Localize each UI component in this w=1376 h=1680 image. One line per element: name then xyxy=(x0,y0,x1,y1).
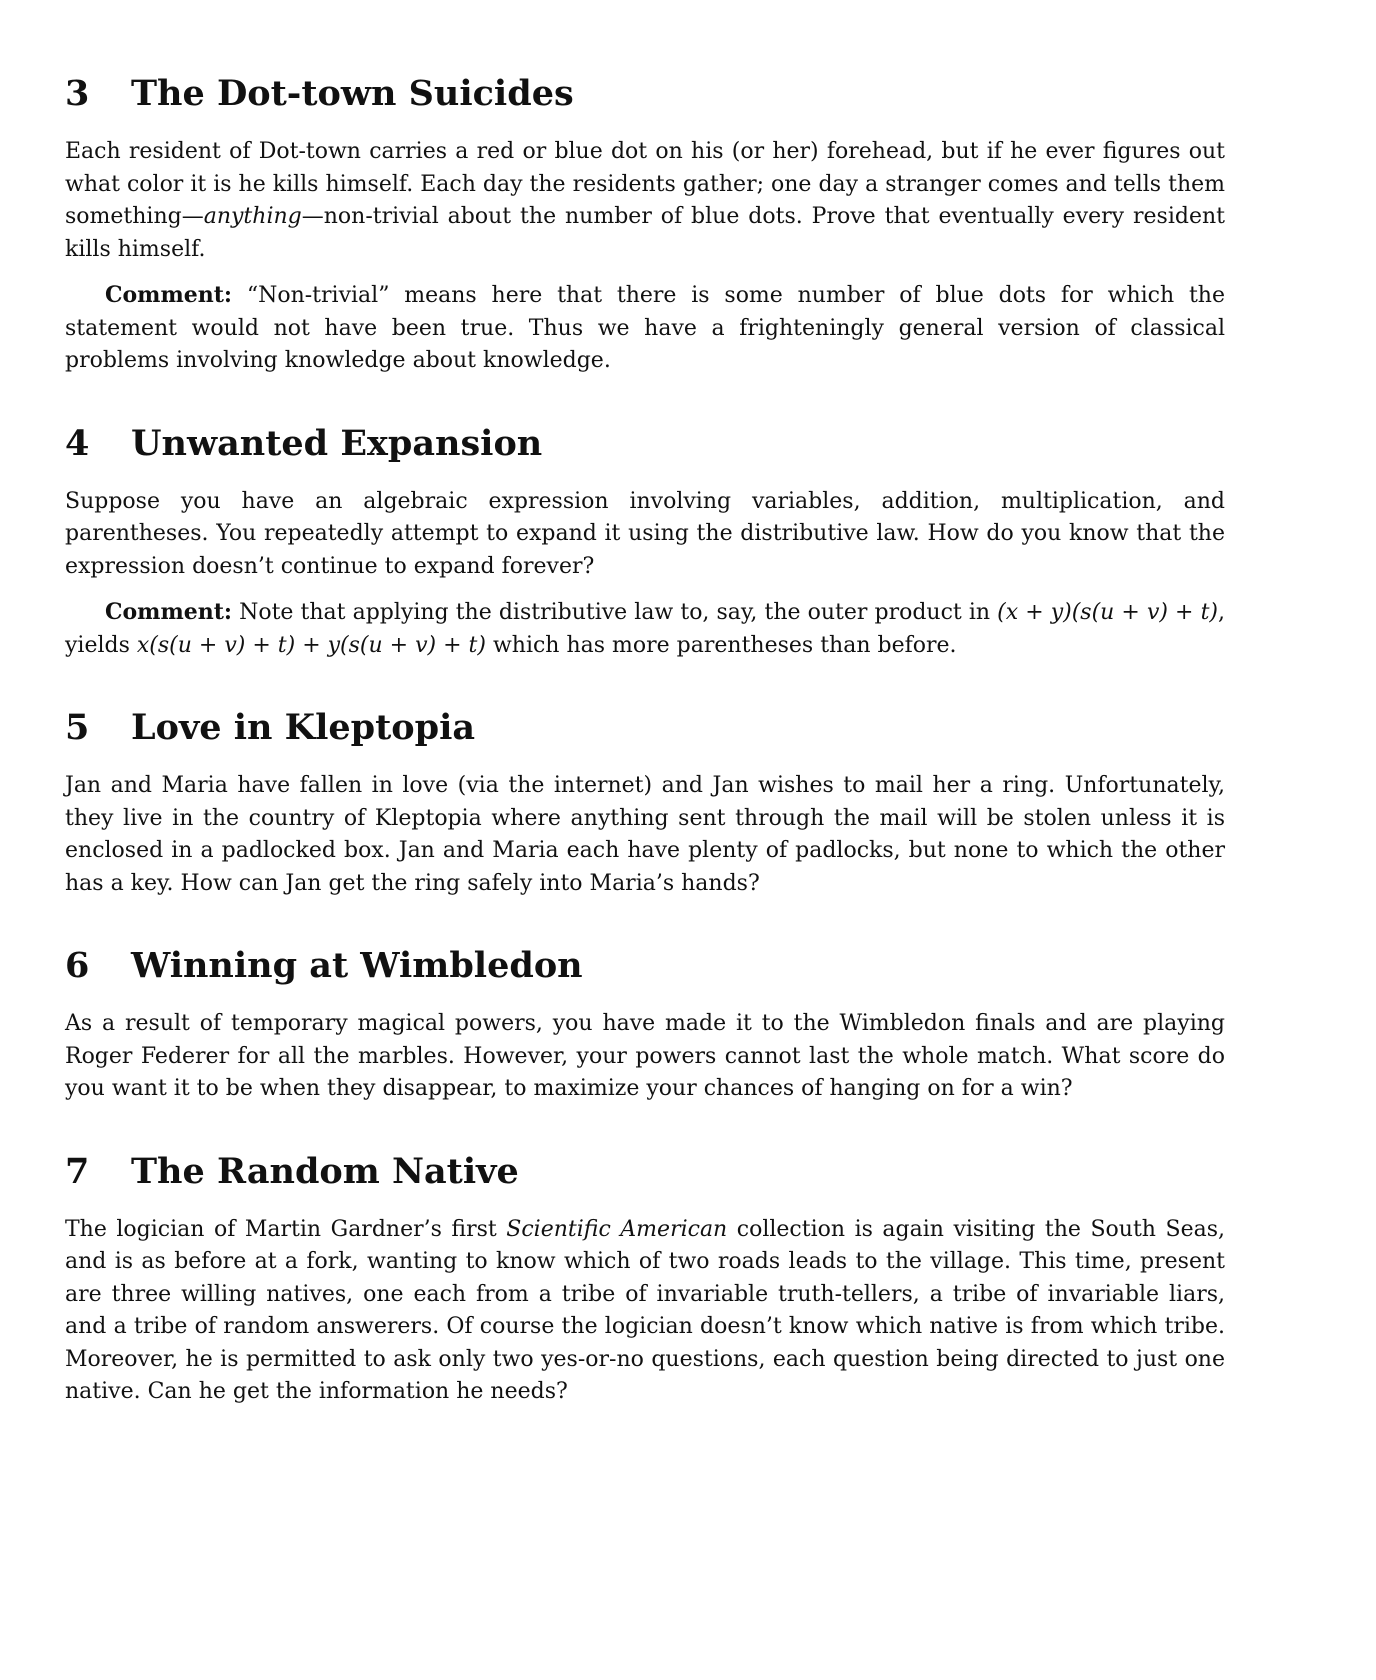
section-heading xyxy=(65,70,1225,118)
section-heading xyxy=(65,420,1225,468)
section-number: 3 xyxy=(65,73,90,114)
emphasis: anything xyxy=(203,204,302,229)
emphasis: Scientific American xyxy=(506,1216,728,1242)
section-number: 6 xyxy=(65,945,90,986)
section-number: 5 xyxy=(65,707,90,748)
comment-label: Comment: xyxy=(105,599,233,625)
section-heading xyxy=(65,1148,1225,1196)
problem-statement: As a result of temporary magical powers, you have made it to the Wimbledon finals and are playing Roger Federer for all the marbles. However, your powers cannot last the whole match. What score do you want it to be when they disappear, to maximize your chances of hanging on for a win? xyxy=(65,1011,1225,1101)
problem-statement: Jan and Maria have fallen in love (via the internet) and Jan wishes to mail her a ring. Unfortunately, they live in the country of Kleptopia where anything sent through the mail will be stolen unless it is enclosed in a padlocked box. Jan and Maria each have plenty of padlocks, but none to which the other has a key. How can Jan get the ring safely into Maria’s hands? xyxy=(65,773,1225,896)
text-run: Each resident of Dot-town carries a red or blue dot on his (or her) forehead, but if he ever figures out what color it is he kills himself. Each day the residents gather; one day a stranger comes and tells them something— xyxy=(65,139,1225,229)
section-title: Unwanted Expansion xyxy=(131,422,543,464)
text-run: The logician of Martin Gardner’s first xyxy=(65,1216,507,1242)
comment-paragraph xyxy=(65,596,1225,662)
section-5 xyxy=(65,704,1225,900)
problem-statement xyxy=(65,1214,1225,1409)
math-expression: x(s(u + v) + t) + y(s(u + v) + t) xyxy=(136,632,486,658)
problem-statement: Suppose you have an algebraic expression involving variables, addition, multiplication, and parentheses. You repeatedly attempt to expand it using the distributive law. How do you know that the expression doesn’t continue to expand forever? xyxy=(65,488,1225,579)
comment-label: Comment: xyxy=(105,282,233,308)
section-heading xyxy=(65,942,1225,990)
section-4 xyxy=(65,420,1225,663)
math-expression: (x + y)(s(u + v) + t) xyxy=(997,600,1218,625)
section-6 xyxy=(65,942,1225,1106)
comment-text: which has more parentheses than before. xyxy=(485,632,957,658)
section-title: The Random Native xyxy=(131,1150,519,1192)
section-7 xyxy=(65,1148,1225,1409)
section-heading xyxy=(65,704,1225,752)
document-page xyxy=(65,70,1225,1409)
section-title: Winning at Wimbledon xyxy=(131,945,583,986)
section-number: 4 xyxy=(65,422,90,464)
problem-statement xyxy=(65,136,1225,266)
comment-text: Note that applying the distributive law to, say, the outer product in xyxy=(232,600,998,625)
text-run: collection is again visiting the South Seas, and is as before at a fork, wanting to know which of two roads leads to the village. This time, present are three willing natives, one each from a tribe of invariable truth-tellers, a tribe of invariable liars, and a tribe of random answerers. Of course the logician doesn’t know which native is from which tribe. Moreover, he is permitted to ask only two yes-or-no questions, each question being directed to just one native. Can he get the information he needs? xyxy=(65,1216,1225,1404)
comment-text: “Non-trivial” means here that there is some number of blue dots for which the statement would not have been true. Thus we have a frighteningly general version of classical problems involving knowledge about knowledge. xyxy=(65,283,1225,373)
section-title: Love in Kleptopia xyxy=(131,707,476,748)
section-number: 7 xyxy=(65,1150,90,1192)
section-title: The Dot-town Suicides xyxy=(131,73,574,114)
comment-paragraph xyxy=(65,279,1225,378)
comment-text: , yields xyxy=(65,600,1225,658)
section-3 xyxy=(65,70,1225,378)
text-run: —non-trivial about the number of blue dots. Prove that eventually every resident kills himself. xyxy=(65,204,1225,262)
